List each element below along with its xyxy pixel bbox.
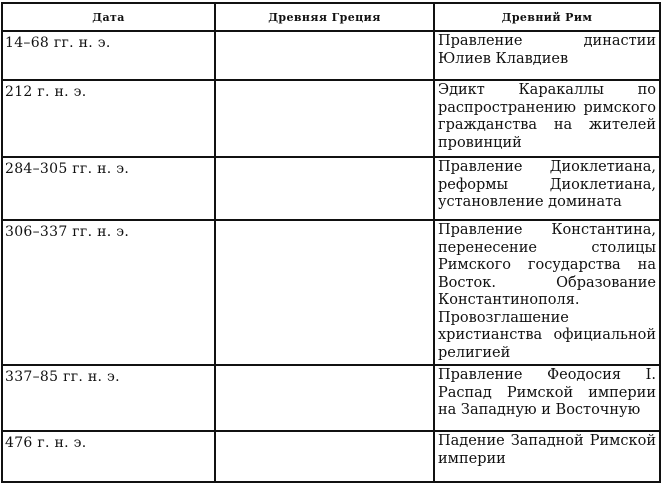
date-cell: 306–337 гг. н. э.: [2, 220, 215, 365]
history-table: [1, 2, 661, 483]
header-date: Дата: [2, 3, 215, 31]
date-cell: 476 г. н. э.: [2, 431, 215, 482]
greece-cell: [215, 220, 434, 365]
rome-cell: [434, 80, 660, 157]
header-row: [2, 3, 660, 31]
rome-event-text: Правление Феодосия I. Распад Римской империи на Западную и Восточную: [438, 367, 656, 418]
rome-event-text: Падение Западной Римской империи: [438, 433, 656, 467]
table-row: [2, 365, 660, 431]
date-cell: 284–305 гг. н. э.: [2, 157, 215, 220]
rome-event-text: Правление династии Юлиев Клавдиев: [438, 33, 656, 67]
rome-event-text: Правление Диоклетиана, реформы Диоклетиана, установление домината: [438, 159, 656, 210]
table-body: [2, 31, 660, 482]
table-row: [2, 220, 660, 365]
greece-cell: [215, 31, 434, 80]
date-cell: 337–85 гг. н. э.: [2, 365, 215, 431]
date-cell: 14–68 гг. н. э.: [2, 31, 215, 80]
greece-cell: [215, 157, 434, 220]
table-row: [2, 80, 660, 157]
rome-cell: [434, 31, 660, 80]
rome-event-text: Правление Константина, перенесение столицы Римского государства на Восток. Образование Константинополя. Провозглашение христианства официальной религией: [438, 222, 656, 361]
greece-cell: [215, 80, 434, 157]
rome-cell: [434, 365, 660, 431]
table-header: [2, 3, 660, 31]
rome-cell: [434, 157, 660, 220]
rome-cell: [434, 431, 660, 482]
greece-cell: [215, 431, 434, 482]
table-row: [2, 31, 660, 80]
table-row: [2, 431, 660, 482]
header-ancient-rome: Древний Рим: [434, 3, 660, 31]
rome-cell: [434, 220, 660, 365]
header-ancient-greece: Древняя Греция: [215, 3, 434, 31]
table-row: [2, 157, 660, 220]
date-cell: 212 г. н. э.: [2, 80, 215, 157]
rome-event-text: Эдикт Каракаллы по распространению римского гражданства на жителей провинций: [438, 82, 656, 151]
greece-cell: [215, 365, 434, 431]
